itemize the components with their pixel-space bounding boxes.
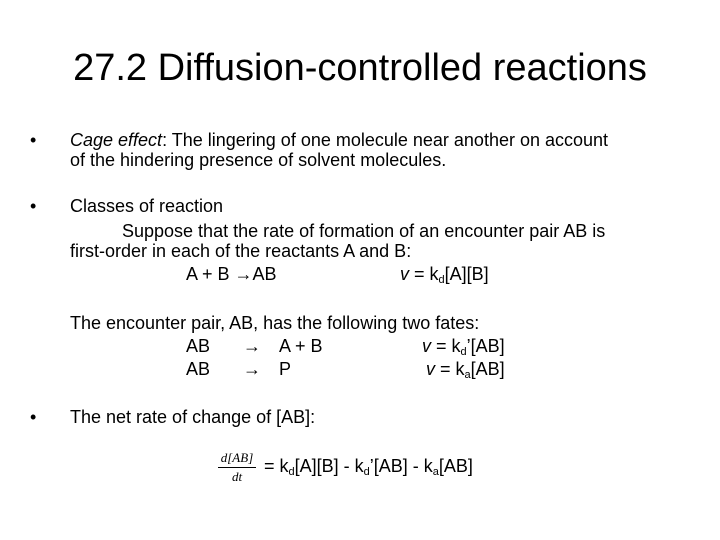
fraction-numerator: d[AB] [220,450,254,465]
cage-effect-line-1 [70,130,608,151]
rate-fate-1: $v = k_d’[AB]$ [422,336,505,358]
slide-title: 27.2 Diffusion-controlled reactions [73,47,647,89]
rate-formation: $v = k_d[A][B]$ [400,264,489,286]
classes-heading: Classes of reaction [70,196,224,216]
fraction-bar [218,467,256,468]
classes-line-2: first-order in each of the reactants A and B: [70,241,412,261]
derivative-fraction [218,450,256,485]
fates-intro: The encounter pair, AB, has the following two fates: [70,313,480,333]
cage-effect-line-2: of the hindering presence of solvent molecules. [70,150,447,170]
equation-formation: A + B →AB [186,264,277,284]
net-rate-equation: = $k_d[A][B]$ - $k_d’[AB] - k_a[AB]$ [264,456,473,478]
net-rate-heading: The net rate of change of [AB]: [70,407,316,427]
fate-2-lhs: AB [186,359,211,379]
bullet-marker: • [30,196,37,216]
fate-1-arrow: → [243,336,261,356]
fraction-denominator: dt [231,469,243,484]
bullet-marker: • [30,130,37,150]
cage-effect-definition: : The lingering of one molecule near another on account [162,130,609,150]
fate-2-arrow: → [243,359,261,379]
rate-fate-2: $v = k_a[AB]$ [426,359,505,381]
fate-2-rhs: P [279,359,292,379]
cage-effect-term: Cage effect [70,130,163,150]
fate-1-lhs: AB [186,336,211,356]
bullet-marker: • [30,407,37,427]
fate-1-rhs: A + B [279,336,323,356]
classes-line-1: Suppose that the rate of formation of an encounter pair AB is [122,221,606,241]
